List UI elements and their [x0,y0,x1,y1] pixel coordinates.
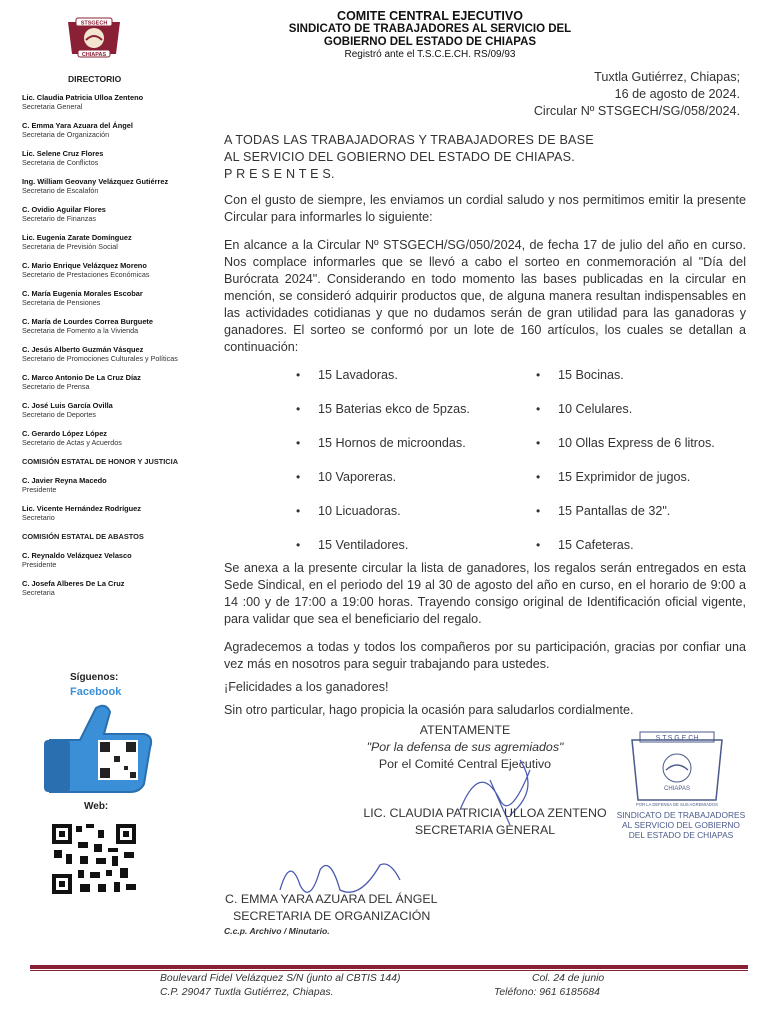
member-name: C. Reynaldo Velázquez Velasco [22,551,132,560]
member-role: Secretario [22,513,55,522]
bullet-icon: • [536,402,541,416]
intro-paragraph: Con el gusto de siempre, les enviamos un cordial saludo y nos permitimos emitir la presente Circular para informarles lo siguiente: [224,193,746,224]
prize-item [296,401,536,418]
thumbs-up-icon [40,700,158,796]
stamp-ring-text: POR LA DEFENSA DE SUS AGREMIADOS [636,802,718,807]
footer-divider-thin [30,970,748,971]
bullet-icon: • [296,368,301,382]
bullet-icon: • [296,402,301,416]
member-name: Lic. Claudia Patricia Ulloa Zenteno [22,93,144,102]
member-name: C. Emma Yara Azuara del Ángel [22,121,133,130]
member-role: Secretaria de Fomento a la Vivienda [22,326,139,335]
letterhead [200,10,660,61]
member-name: C. Josefa Alberes De La Cruz [22,579,125,588]
stamp-center-text: CHIAPAS [664,786,690,792]
member-name: C. Ovidio Aguilar Flores [22,205,106,214]
prize-label: 15 Lavadoras. [318,368,398,382]
prize-label: 15 Hornos de microondas. [318,436,466,450]
member-role: Secretaria de Previsión Social [22,242,118,251]
closing-word: ATENTAMENTE [419,723,511,737]
member-name: C. Jesús Alberto Guzmán Vásquez [22,345,144,354]
directory-member [22,121,197,139]
honor-member [22,504,197,522]
bullet-icon: • [296,470,301,484]
bullet-icon: • [536,504,541,518]
footer-address [160,972,400,1000]
addressee [224,132,746,183]
directory-member [22,317,197,335]
prize-item [536,401,768,418]
member-name: C. Marco Antonio De La Cruz Díaz [22,373,141,382]
member-role: Secretario de Promociones Culturales y Políticas [22,354,178,363]
prize-label: 10 Ollas Express de 6 litros. [558,436,715,450]
prize-item [296,537,536,554]
honor-member [22,476,197,494]
organization-secretary-block [225,891,438,925]
member-role: Secretario de Actas y Acuerdos [22,438,122,447]
footer-colonia: Col. 24 de junio [532,973,605,984]
addressee-line2: AL SERVICIO DEL GOBIERNO DEL ESTADO DE CHIAPAS. [224,150,575,164]
prize-item [296,435,536,452]
footer-contact [494,972,604,1000]
member-name: C. Javier Reyna Macedo [22,476,107,485]
thanks-paragraph: Agradecemos a todas y todos los compañeros por su participación, gracias por confiar una vez más en nosotros para seguir trabajando para ustedes. [224,640,746,671]
congrats-line: ¡Felicidades a los ganadores! [224,680,389,694]
prize-label: 10 Vaporeras. [318,470,397,484]
stamp-top-text: S.T.S.G.E.CH [655,735,699,742]
bullet-icon: • [536,538,541,552]
directory-member [22,233,197,251]
member-role: Presidente [22,485,57,494]
city: Tuxtla Gutiérrez, Chiapas; [594,70,740,84]
qr-code-icon[interactable] [50,822,138,896]
member-name: C. Gerardo López López [22,429,107,438]
directory-member [22,373,197,391]
directory-member [22,149,197,167]
member-name: C. María de Lourdes Correa Burguete [22,317,154,326]
letterhead-committee: COMITE CENTRAL EJECUTIVO [337,9,523,23]
bullet-icon: • [536,368,541,382]
organization-secretary-name: C. EMMA YARA AZUARA DEL ÁNGEL [225,892,438,906]
secretary-general-title: SECRETARIA GENERAL [414,823,556,837]
member-role: Secretaria General [22,102,83,111]
member-name: Lic. Selene Cruz Flores [22,149,104,158]
secretary-general-block [340,805,630,839]
member-role: Secretario de Prensa [22,382,90,391]
member-role: Secretaria de Conflictos [22,158,99,167]
directory-member [22,429,197,447]
union-stamp [622,722,732,812]
logo-top-text: STSGECH [80,20,108,27]
ccp-line: C.c.p. Archivo / Minutario. [224,926,330,936]
prize-item [536,537,768,554]
prize-list [296,367,746,554]
footer-address-line2: C.P. 29047 Tuxtla Gutiérrez, Chiapas. [160,987,334,998]
prize-label: 15 Baterias ekco de 5pzas. [318,402,470,416]
web-label: Web: [84,801,109,812]
abastos-member [22,579,197,597]
raffle-paragraph: En alcance a la Circular Nº STSGECH/SG/050/2024, de fecha 17 de julio del año en curso. Nos complace informarles que se llevó a cabo el sorteo en conmemoración al "Día del Burócrata 2024". Considerando en todo momento las bases publicadas en la circular en mención, se consideró adquirir productos que, de alguna manera resultan indispensables en las actividades cotidianas y que no dudamos serán de gran utilidad para las ganadoras y ganadores. El sorteo se conformó por un lote de 160 artículos, los cuales se detallan a continuación: [224,238,746,354]
union-logo [62,14,126,62]
prize-label: 15 Ventiladores. [318,538,409,552]
directory-member [22,401,197,419]
committee-line: Por el Comité Central Ejecutivo [378,757,552,771]
facebook-link[interactable]: Facebook [70,686,122,698]
stamp-caption-1: SINDICATO DE TRABAJADORES [616,810,746,820]
prize-label: 15 Pantallas de 32". [558,504,671,518]
directory-sidebar [22,93,197,607]
member-role: Secretario de Escalafón [22,186,99,195]
bullet-icon: • [536,470,541,484]
directory-member [22,93,197,111]
stamp-caption [606,810,756,840]
directory-member [22,289,197,307]
letterhead-government: GOBIERNO DEL ESTADO DE CHIAPAS [323,36,537,48]
circular-number: Circular Nº STSGECH/SG/058/2024. [533,104,740,118]
member-name: Ing. William Geovany Velázquez Gutiérrez [22,177,169,186]
directory-title: DIRECTORIO [68,74,122,84]
footer-phone: Teléfono: 961 6185684 [494,987,600,998]
member-role: Secretaria de Organización [22,130,110,139]
footer-divider [30,965,748,969]
prize-item [536,367,768,384]
addressee-line1: A TODAS LAS TRABAJADORAS Y TRABAJADORES DE BASE [224,133,594,147]
honor-commission-title: COMISIÓN ESTATAL DE HONOR Y JUSTICIA [22,457,179,466]
abastos-commission-title: COMISIÓN ESTATAL DE ABASTOS [22,532,144,541]
abastos-member [22,551,197,569]
closing-line: Sin otro particular, hago propicia la ocasión para saludarlos cordialmente. [224,703,634,717]
prize-label: 15 Exprimidor de jugos. [558,470,691,484]
prize-item [536,503,768,520]
member-role: Secretario de Prestaciones Económicas [22,270,150,279]
organization-secretary-title: SECRETARIA DE ORGANIZACIÓN [233,909,431,923]
bullet-icon: • [296,538,301,552]
prize-item [536,435,768,452]
directory-member [22,261,197,279]
addressee-line3: P R E S E N T E S. [224,167,335,181]
secretary-general-name: LIC. CLAUDIA PATRICIA ULLOA ZENTENO [363,806,607,820]
member-name: C. José Luis García Ovilla [22,401,113,410]
stamp-caption-3: DEL ESTADO DE CHIAPAS [628,830,734,840]
member-name: Lic. Vicente Hernández Rodríguez [22,504,141,513]
directory-member [22,205,197,223]
logo-bottom-text: CHIAPAS [81,52,107,58]
date: 16 de agosto de 2024. [614,87,740,101]
motto: "Por la defensa de sus agremiados" [366,740,564,754]
prize-item [536,469,768,486]
bullet-icon: • [296,504,301,518]
member-name: C. María Eugenia Morales Escobar [22,289,143,298]
prize-item [296,367,536,384]
place-date-block [534,69,740,120]
member-role: Secretario de Deportes [22,410,96,419]
member-role: Secretaria de Pensiones [22,298,101,307]
follow-label: Síguenos: [70,672,119,683]
prize-item [296,469,536,486]
footer-address-line1: Boulevard Fidel Velázquez S/N (junto al CBTIS 144) [160,973,401,984]
prize-label: 10 Licuadoras. [318,504,401,518]
stamp-caption-2: AL SERVICIO DEL GOBIERNO [622,820,740,830]
member-role: Secretario de Finanzas [22,214,96,223]
prize-label: 15 Cafeteras. [558,538,634,552]
directory-member [22,177,197,195]
prize-label: 10 Celulares. [558,402,633,416]
prize-label: 15 Bocinas. [558,368,624,382]
member-name: Lic. Eugenia Zarate Domínguez [22,233,132,242]
member-role: Secretaria [22,588,55,597]
letterhead-union: SINDICATO DE TRABAJADORES AL SERVICIO DEL [288,23,572,35]
member-name: C. Mario Enrique Velázquez Moreno [22,261,147,270]
prize-item [296,503,536,520]
letterhead-registration: Registró ante el T.S.C.E.CH. RS/09/93 [344,49,516,60]
bullet-icon: • [296,436,301,450]
bullet-icon: • [536,436,541,450]
letter-body [224,132,746,730]
delivery-paragraph: Se anexa a la presente circular la lista de ganadores, los regalos serán entregados en esta Sede Sindical, en el periodo del 19 al 30 de agosto del año en curso, en el horario de 9:00 a 14 :00 y de 17:00 a 19:00 horas. Trayendo consigo original de Identificación oficial vigente, para validar que sea el beneficiario del regalo. [224,561,746,626]
directory-member [22,345,197,363]
member-role: Presidente [22,560,57,569]
